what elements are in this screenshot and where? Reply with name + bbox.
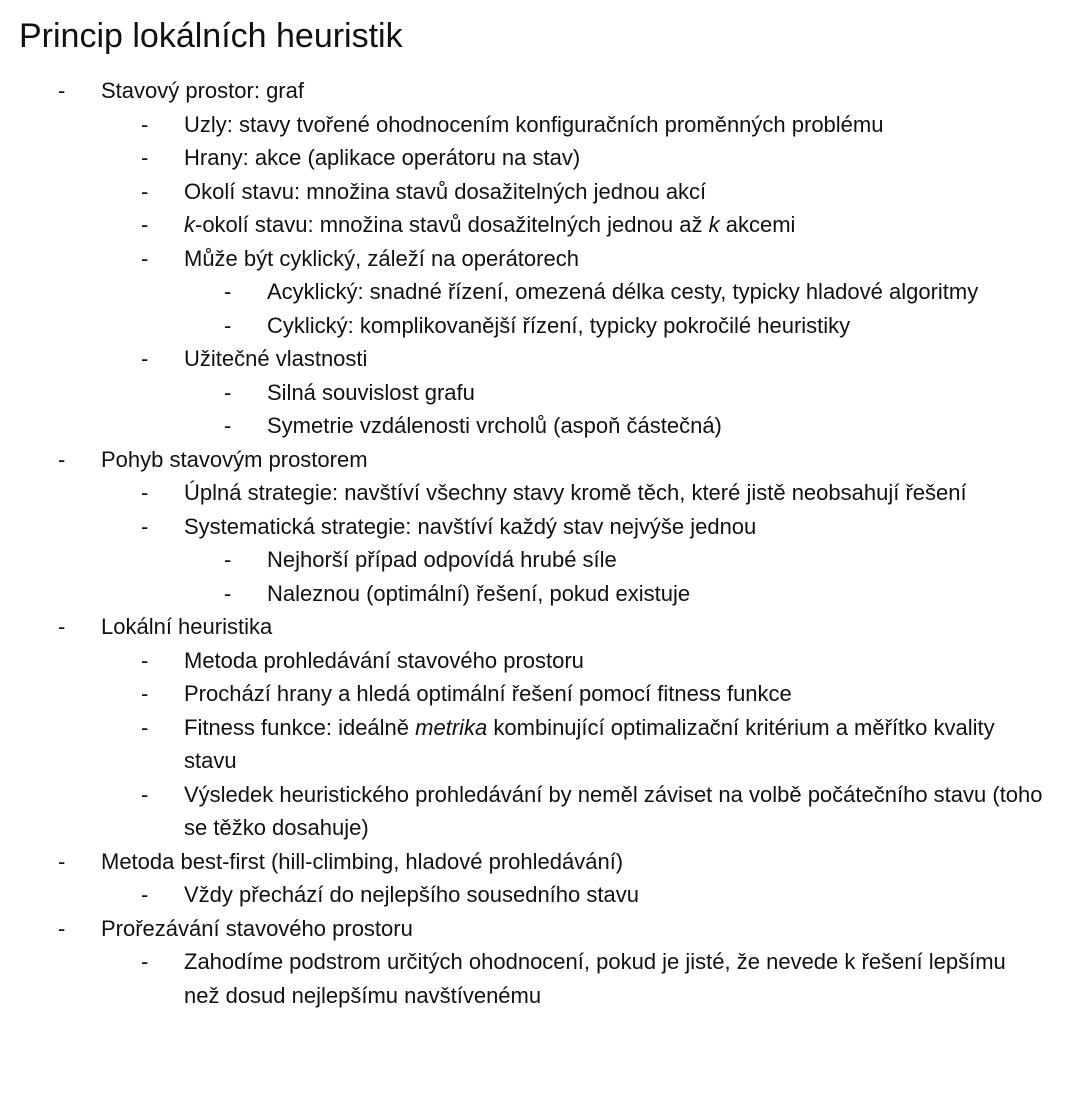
text-run: -okolí stavu: množina stavů dosažitelných jednou až: [195, 212, 709, 237]
list-item: [0, 208, 1077, 242]
text-run: Symetrie vzdálenosti vrcholů (aspoň částečná): [267, 413, 722, 438]
text-run: Silná souvislost grafu: [267, 379, 475, 405]
text-run: Prořezávání stavového prostoru: [101, 915, 413, 941]
list-item-text: [184, 342, 1044, 376]
bullet-dash: -: [224, 279, 232, 304]
bullet-dash: -: [141, 212, 149, 237]
list-item-text: [184, 644, 1044, 678]
bullet-dash: -: [58, 614, 66, 639]
italic-term: k: [184, 212, 195, 237]
list-item-text: [184, 945, 1044, 1012]
bullet-dash: -: [224, 580, 232, 606]
text-run: Může být cyklický, záleží na operátorech: [184, 245, 579, 271]
text-run: Acyklický: snadné řízení, omezená délka cesty, typicky hladové algoritmy: [267, 279, 979, 304]
bullet-dash: -: [141, 178, 149, 204]
bullet-dash: -: [58, 446, 66, 472]
list-item-text: [101, 443, 1041, 477]
list-item: [0, 945, 1077, 1012]
list-item: [0, 912, 1077, 946]
list-item-text: [184, 878, 1044, 912]
text-run: Metoda prohledávání stavového prostoru: [184, 647, 584, 673]
bullet-dash: -: [141, 111, 149, 137]
list-item: [0, 878, 1077, 912]
list-item: [0, 644, 1077, 678]
text-run: Fitness funkce: ideálně: [184, 714, 416, 740]
list-item: [0, 543, 1077, 577]
list-item: [0, 610, 1077, 644]
text-run: Pohyb stavovým prostorem: [101, 446, 368, 472]
list-item-text: [101, 74, 1041, 108]
bullet-outline: [0, 74, 1077, 1012]
text-run: Nejhorší případ odpovídá hrubé síle: [267, 547, 617, 572]
bullet-dash: -: [141, 145, 149, 170]
list-item-text: [267, 376, 987, 410]
text-run: Metoda best-first (hill-climbing, hladové prohledávání): [101, 848, 624, 874]
list-item: [0, 175, 1077, 209]
bullet-dash: -: [58, 78, 66, 103]
list-item: [0, 510, 1077, 544]
list-item-text: [267, 577, 987, 611]
italic-term: metrika: [415, 714, 488, 740]
list-item: [0, 711, 1077, 778]
list-item-text: [184, 175, 1044, 209]
bullet-dash: -: [58, 848, 66, 874]
list-item-text: [267, 275, 987, 309]
list-item-text: [101, 845, 1041, 879]
text-run: akcemi: [719, 212, 796, 237]
bullet-dash: -: [224, 413, 232, 438]
bullet-dash: -: [224, 379, 232, 405]
list-item-text: [184, 242, 1044, 276]
bullet-dash: -: [58, 915, 66, 941]
list-item: [0, 309, 1077, 343]
list-item-text: [184, 208, 1044, 242]
list-item: [0, 242, 1077, 276]
list-item-text: [267, 309, 987, 343]
text-run: Vždy přechází do nejlepšího sousedního stavu: [184, 882, 639, 907]
list-item-text: [101, 912, 1041, 946]
text-run: Výsledek heuristického prohledávání by neměl záviset na volbě počátečního stavu (toho se těžko dosahuje): [184, 781, 1043, 840]
text-run: kombinující optimalizační kritérium a měřítko kvality stavu: [184, 714, 995, 773]
page-title: Princip lokálních heuristik: [19, 17, 403, 55]
list-item: [0, 778, 1077, 845]
bullet-dash: -: [141, 781, 149, 807]
list-item-text: [184, 510, 1044, 544]
bullet-dash: -: [141, 949, 149, 974]
list-item: [0, 376, 1077, 410]
text-run: Užitečné vlastnosti: [184, 346, 368, 371]
text-run: Úplná strategie: navštíví všechny stavy kromě těch, které jistě neobsahují řešení: [184, 480, 967, 505]
bullet-dash: -: [141, 480, 149, 505]
text-run: Stavový prostor: graf: [101, 78, 304, 103]
bullet-dash: -: [141, 245, 149, 271]
bullet-dash: -: [224, 547, 232, 572]
list-item: [0, 677, 1077, 711]
list-item: [0, 108, 1077, 142]
text-run: Okolí stavu: množina stavů dosažitelných jednou akcí: [184, 178, 707, 204]
text-run: Naleznou (optimální) řešení, pokud existuje: [267, 580, 691, 606]
text-run: Lokální heuristika: [101, 614, 273, 639]
bullet-dash: -: [141, 513, 149, 539]
list-item-text: [101, 610, 1041, 644]
list-item-text: [184, 778, 1044, 845]
list-item-text: [184, 677, 1044, 711]
bullet-dash: -: [141, 714, 149, 740]
list-item: [0, 141, 1077, 175]
list-item-text: [184, 711, 1044, 778]
list-item: [0, 275, 1077, 309]
list-item: [0, 74, 1077, 108]
list-item-text: [184, 141, 1044, 175]
list-item: [0, 577, 1077, 611]
list-item: [0, 476, 1077, 510]
list-item: [0, 443, 1077, 477]
bullet-dash: -: [141, 681, 149, 706]
list-item-text: [184, 476, 1044, 510]
bullet-dash: -: [141, 882, 149, 907]
list-item-text: [267, 543, 987, 577]
bullet-dash: -: [141, 346, 149, 371]
list-item-text: [184, 108, 1044, 142]
text-run: Cyklický: komplikovanější řízení, typicky pokročilé heuristiky: [267, 312, 851, 338]
text-run: Uzly: stavy tvořené ohodnocením konfiguračních proměnných problému: [184, 111, 884, 137]
list-item: [0, 409, 1077, 443]
text-run: Prochází hrany a hledá optimální řešení pomocí fitness funkce: [184, 681, 792, 706]
italic-term: k: [708, 212, 720, 237]
list-item: [0, 342, 1077, 376]
bullet-dash: -: [141, 647, 149, 673]
list-item-text: [267, 409, 987, 443]
text-run: Systematická strategie: navštíví každý stav nejvýše jednou: [184, 513, 757, 539]
text-run: Hrany: akce (aplikace operátoru na stav): [184, 145, 581, 170]
bullet-dash: -: [224, 312, 232, 338]
text-run: Zahodíme podstrom určitých ohodnocení, pokud je jisté, že nevede k řešení lepšímu než dosud nejlepšímu navštívenému: [184, 949, 1006, 1008]
list-item: [0, 845, 1077, 879]
